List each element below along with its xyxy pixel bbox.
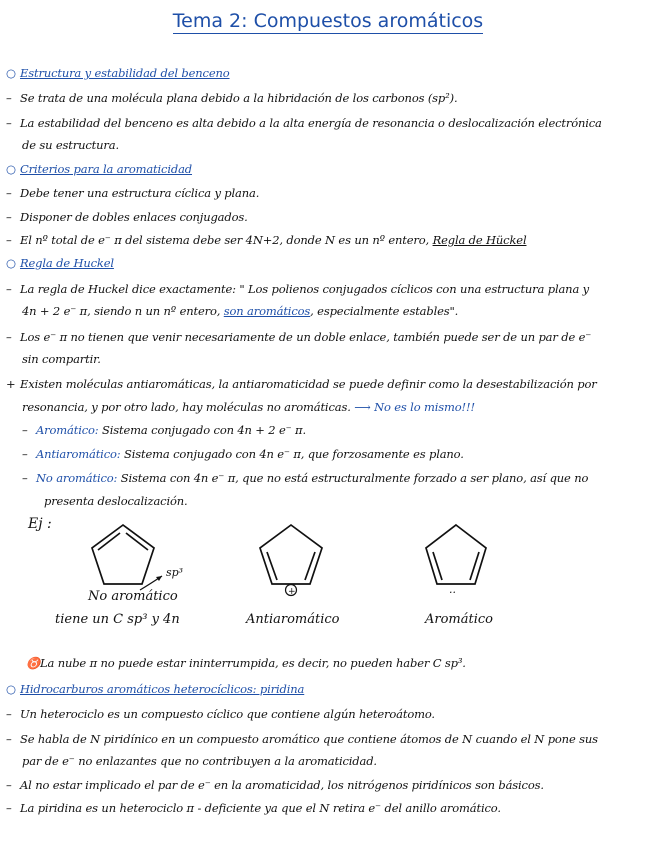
sub-bullet: – No aromático: Sistema con 4n e⁻ π, que no está estructuralmente forzado a ser plano, así que no (22, 471, 589, 485)
regla-huckel-ref: Regla de Hückel (432, 233, 527, 247)
bullet-continuation: par de e⁻ no enlazantes que no contribuyen a la aromaticidad. (22, 754, 377, 768)
lone-pair: ·· (449, 586, 456, 599)
bullet-continuation: resonancia, y por otro lado, hay moléculas no aromáticas. ⟶ No es lo mismo!!! (22, 400, 475, 414)
cyclopentadiene-molecule (92, 525, 154, 584)
bullet-line: – La regla de Huckel dice exactamente: " Los polienos conjugados cíclicos con una estructura plana y (6, 282, 589, 296)
bullet-continuation: 4n + 2 e⁻ π, siendo n un nº entero, son aromáticos, especialmente estables". (22, 304, 459, 318)
bullet-line: + Existen moléculas antiaromáticas, la antiaromaticidad se puede definir como la desestabilización por (6, 377, 597, 391)
bullet-continuation: de su estructura. (22, 138, 119, 152)
bullet-line: – La piridina es un heterociclo π - deficiente ya que el N retira e⁻ del anillo aromático. (6, 801, 501, 815)
bullet-continuation: sin compartir. (22, 352, 101, 366)
section-heading-huckel: ○ Regla de Huckel (6, 256, 114, 270)
bullet-line: – Al no estar implicado el par de e⁻ en la aromaticidad, los nitrógenos piridínicos son básicos. (6, 778, 544, 792)
bullet-line: – Un heterociclo es un compuesto cíclico que contiene algún heteroátomo. (6, 707, 435, 721)
no-aromatico-label: No aromático (88, 589, 178, 604)
bullet-line: – Se habla de N piridínico en un compuesto aromático que contiene átomos de N cuando el N pone sus (6, 732, 598, 746)
aromatico-label: Aromático (425, 612, 493, 627)
cyclopentadienyl-cation-molecule (260, 525, 322, 596)
section-heading-benceno: ○ Estructura y estabilidad del benceno (6, 66, 230, 80)
section-heading-criterios: ○ Criterios para la aromaticidad (6, 162, 193, 176)
bullet-line: – Debe tener una estructura cíclica y plana. (6, 186, 260, 200)
bullet-line: – Los e⁻ π no tienen que venir necesariamente de un doble enlace, también puede ser de un par de e⁻ (6, 330, 592, 344)
arrow-head (156, 576, 162, 581)
arrow-note: ⟶ No es lo mismo!!! (354, 400, 475, 414)
bullet-line: – Disponer de dobles enlaces conjugados. (6, 210, 248, 224)
section-heading-piridina: ○ Hidrocarburos aromáticos heterocíclicos: piridina (6, 682, 305, 696)
cyclopentadienyl-anion-molecule (426, 525, 486, 584)
sub-bullet-continuation: presenta deslocalización. (44, 494, 188, 508)
sub-bullet: – Antiaromático: Sistema conjugado con 4n e⁻ π, que forzosamente es plano. (22, 447, 464, 461)
molecules-figure (0, 510, 656, 640)
antiaromatico-label: Antiaromático (246, 612, 340, 627)
no-aromatico-sublabel: tiene un C sp³ y 4n (55, 612, 180, 627)
bullet-line: – El nº total de e⁻ π del sistema debe ser 4N+2, donde N es un nº entero, Regla de Hückel (6, 233, 527, 247)
highlight-son-aromaticos: son aromáticos (223, 304, 311, 318)
plus-charge: + (288, 587, 296, 597)
page-title: Tema 2: Compuestos aromáticos (172, 10, 484, 32)
sp3-label: sp³ (166, 566, 184, 579)
bullet-line: – La estabilidad del benceno es alta debido a la alta energía de resonancia o deslocalización electrónica (6, 116, 602, 130)
ej-label: Ej : (28, 516, 52, 532)
note-line: ♉La nube π no puede estar ininterrumpida, es decir, no pueden haber C sp³. (26, 656, 466, 670)
sub-bullet: – Aromático: Sistema conjugado con 4n + 2 e⁻ π. (22, 423, 306, 437)
bullet-line: – Se trata de una molécula plana debido a la hibridación de los carbonos (sp²). (6, 91, 458, 105)
